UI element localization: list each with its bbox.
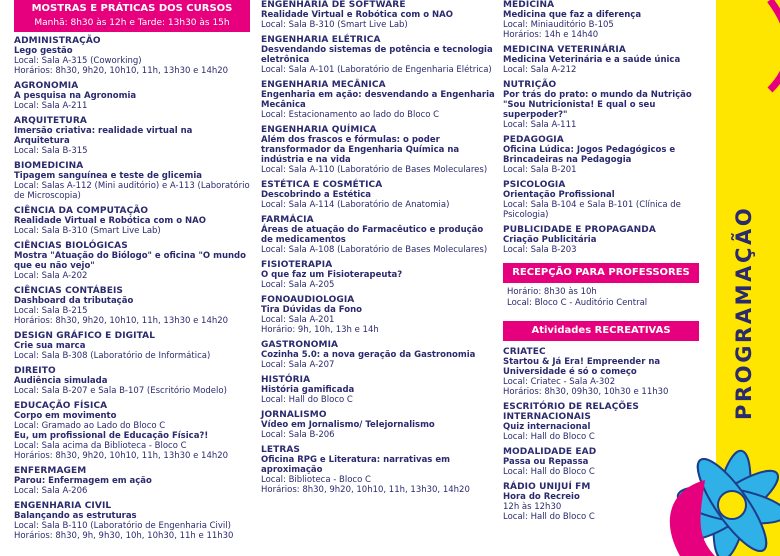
- course-entry: [261, 410, 497, 440]
- entry-activity: Balançando as estruturas: [14, 511, 137, 521]
- entry-detail: Local: Estacionamento ao lado do Bloco C: [261, 110, 440, 120]
- entry-title: FISIOTERAPIA: [261, 260, 333, 270]
- course-entry: [261, 180, 497, 210]
- entry-detail: Local: Sala A-202: [14, 271, 88, 281]
- section-header-subtitle: Manhã: 8h30 às 12h e Tarde: 13h30 às 15h: [14, 18, 250, 32]
- entry-activity: Startou & Já Era! Empreender na Universidade é só o começo: [503, 357, 661, 377]
- entry-detail: Horários: 14h e 14h40: [503, 30, 599, 40]
- entry-activity: Crie sua marca: [14, 341, 86, 351]
- entry-detail: Local: Sala B-206: [261, 430, 335, 440]
- entry-detail: Local: Biblioteca - Bloco C: [261, 475, 371, 485]
- section-header-title: MOSTRAS E PRÁTICAS DOS CURSOS: [14, 0, 250, 18]
- entry-activity: Cozinha 5.0: a nova geração da Gastronomia: [261, 350, 476, 360]
- entry-activity: Engenharia em ação: desvendando a Engenharia Mecânica: [261, 90, 495, 110]
- entry-activity: Dashboard da tributação: [14, 296, 134, 306]
- entry-detail: Local: Sala B-215: [14, 306, 88, 316]
- course-entry: [14, 81, 250, 111]
- entry-title: MEDICINA: [503, 0, 555, 10]
- entry-activity: Por trás do prato: o mundo da Nutrição "Sou Nutricionista! E qual o seu superpoder?": [503, 90, 692, 120]
- entry-title: ENGENHARIA ELÉTRICA: [261, 35, 381, 45]
- entry-detail: Local: Sala B-315: [14, 146, 88, 156]
- entry-title: ENGENHARIA DE SOFTWARE: [261, 0, 406, 10]
- entry-activity: Realidade Virtual e Robótica com o NAO: [261, 10, 453, 20]
- entry-title: EDUCAÇÃO FÍSICA: [14, 401, 108, 411]
- entry-activity: Corpo em movimento: [14, 411, 117, 421]
- recreational-list: [503, 347, 699, 522]
- recreational-header: Atividades RECREATIVAS: [503, 321, 699, 341]
- course-entry: [503, 180, 699, 220]
- reception-location: Local: Bloco C - Auditório Central: [507, 298, 648, 308]
- entry-detail: Local: Hall do Bloco C: [503, 467, 595, 477]
- course-entry: [503, 482, 699, 522]
- entry-activity: Além dos frascos e fórmulas: o poder transformador da Engenharia Química na indústria e na vida: [261, 135, 460, 165]
- course-entry: [14, 241, 250, 281]
- course-entry: [503, 347, 699, 397]
- course-entry: [503, 45, 699, 75]
- entry-activity: Imersão criativa: realidade virtual na Arquitetura: [14, 126, 193, 146]
- entry-activity: Medicina Veterinária e a saúde única: [503, 55, 681, 65]
- entry-title: BIOMEDICINA: [14, 161, 84, 171]
- entry-title: ENFERMAGEM: [14, 466, 87, 476]
- entry-detail: Local: Sala A-206: [14, 486, 88, 496]
- entry-detail: Local: Hall do Bloco C: [261, 395, 353, 405]
- entry-detail: Horários: 8h30, 9h20, 10h10, 11h, 13h30 e 14h20: [14, 66, 229, 76]
- entry-detail: Local: Sala B-310 (Smart Live Lab): [14, 226, 161, 236]
- entry-activity: Oficina RPG e Literatura: narrativas em aproximação: [261, 455, 450, 475]
- course-entry: [261, 215, 497, 255]
- entry-activity: Passa ou Repassa: [503, 457, 589, 467]
- entry-activity: Quiz internacional: [503, 422, 591, 432]
- course-entry: [503, 0, 699, 40]
- entry-detail: Local: Sala acima da Biblioteca - Bloco C: [14, 441, 187, 451]
- course-entry: [261, 445, 497, 495]
- course-entry: [503, 135, 699, 175]
- course-entry: [503, 225, 699, 255]
- entry-title: PUBLICIDADE E PROPAGANDA: [503, 225, 656, 235]
- course-entry: [503, 447, 699, 477]
- course-entry: [261, 340, 497, 370]
- course-entry: [14, 466, 250, 496]
- entry-activity: Medicina que faz a diferença: [503, 10, 642, 20]
- entry-detail: Local: Sala A-114 (Laboratório de Anatomia): [261, 200, 450, 210]
- entry-detail: Horários: 8h30, 9h20, 10h10, 11h, 13h30, 14h20: [261, 485, 470, 495]
- entry-detail: Local: Hall do Bloco C: [503, 512, 595, 522]
- entry-detail: Local: Sala B-308 (Laboratório de Informática): [14, 351, 211, 361]
- entry-detail: Local: Sala B-201: [503, 165, 577, 175]
- entry-detail: Horários: 8h30, 9h20, 10h10, 11h, 13h30 e 14h20: [14, 451, 229, 461]
- entry-title: DIREITO: [14, 366, 56, 376]
- course-entry: [14, 501, 250, 541]
- entry-title: ADMINISTRAÇÃO: [14, 36, 101, 46]
- entry-activity: Áreas de atuação do Farmacêutico e produção de medicamentos: [261, 225, 484, 245]
- column-left: [14, 0, 250, 541]
- reception-header: RECEPÇÃO PARA PROFESSORES: [503, 263, 699, 283]
- entry-title: FARMÁCIA: [261, 215, 314, 225]
- entry-activity: Hora do Recreio: [503, 492, 580, 502]
- entry-detail: Horários: 8h30, 9h, 9h30, 10h, 10h30, 11h e 11h30: [14, 531, 234, 541]
- entry-detail: Horário: 9h, 10h, 13h e 14h: [261, 325, 379, 335]
- entry-title: ENGENHARIA CIVIL: [14, 501, 112, 511]
- entry-detail: Local: Sala A-205: [261, 280, 335, 290]
- entry-title: AGRONOMIA: [14, 81, 79, 91]
- entry-detail: Horários: 8h30, 9h20, 10h10, 11h, 13h30 e 14h20: [14, 316, 229, 326]
- entry-title: ARQUITETURA: [14, 116, 87, 126]
- entry-activity: Descobrindo a Estética: [261, 190, 372, 200]
- entry-detail: Local: Sala A-315 (Coworking): [14, 56, 142, 66]
- entry-title: DESIGN GRÁFICO E DIGITAL: [14, 331, 156, 341]
- entry-detail: Local: Sala B-310 (Smart Live Lab): [261, 20, 408, 30]
- entry-activity: Eu, um profissional de Educação Física?!: [14, 431, 209, 441]
- entry-title: GASTRONOMIA: [261, 340, 339, 350]
- entry-activity: Tipagem sanguínea e teste de glicemia: [14, 171, 203, 181]
- entry-detail: Local: Sala A-211: [14, 101, 88, 111]
- entry-detail: Local: Gramado ao Lado do Bloco C: [14, 421, 166, 431]
- entry-detail: Local: Sala A-108 (Laboratório de Bases Moleculares): [261, 245, 488, 255]
- entry-detail: Local: Salas A-112 (Mini auditório) e A-113 (Laboratório de Microscopia): [14, 181, 250, 201]
- course-entry: [261, 0, 497, 30]
- entry-title: NUTRIÇÃO: [503, 80, 557, 90]
- entry-detail: 12h às 12h30: [503, 502, 562, 512]
- entry-detail: Horários: 8h30, 09h30, 10h30 e 11h30: [503, 387, 669, 397]
- vertical-side-title: PROGRAMAÇÃO: [732, 205, 756, 420]
- course-entry: [261, 295, 497, 335]
- course-entry: [261, 260, 497, 290]
- entry-title: CRIATEC: [503, 347, 546, 357]
- entry-title: LETRAS: [261, 445, 300, 455]
- course-entry: [14, 36, 250, 76]
- course-entry: [14, 206, 250, 236]
- entry-activity: Realidade Virtual e Robótica com o NAO: [14, 216, 206, 226]
- course-entry: [14, 401, 250, 461]
- entry-activity: Criação Publicitária: [503, 235, 597, 245]
- entry-detail: Local: Sala B-110 (Laboratório de Engenharia Civil): [14, 521, 231, 531]
- course-entry: [261, 80, 497, 120]
- entry-detail: Local: Sala A-101 (Laboratório de Engenharia Elétrica): [261, 65, 492, 75]
- reception-time: Horário: 8h30 às 10h: [507, 287, 597, 297]
- entry-title: ENGENHARIA QUÍMICA: [261, 125, 377, 135]
- entry-activity: Orientação Profissional: [503, 190, 615, 200]
- entry-activity: Oficina Lúdica: Jogos Pedagógicos e Brincadeiras na Pedagogia: [503, 145, 676, 165]
- entry-title: PSICOLOGIA: [503, 180, 566, 190]
- entry-activity: Mostra "Atuação do Biólogo" e oficina "O mundo que eu não vejo": [14, 251, 246, 271]
- entry-detail: Local: Sala B-104 e Sala B-101 (Clínica de Psicologia): [503, 200, 681, 220]
- entry-activity: O que faz um Fisioterapeuta?: [261, 270, 403, 280]
- entry-title: MODALIDADE EAD: [503, 447, 597, 457]
- entry-activity: Tira Dúvidas da Fono: [261, 305, 362, 315]
- entry-activity: Vídeo em Jornalismo/ Telejornalismo: [261, 420, 435, 430]
- course-entry: [14, 116, 250, 156]
- entry-activity: Audiência simulada: [14, 376, 108, 386]
- course-entry: [14, 366, 250, 396]
- course-list-middle: [261, 0, 497, 495]
- course-entry: [261, 125, 497, 175]
- entry-activity: História gamificada: [261, 385, 355, 395]
- entry-activity: Lego gestão: [14, 46, 73, 56]
- course-entry: [503, 402, 699, 442]
- entry-detail: Local: Sala A-212: [503, 65, 577, 75]
- entry-activity: Desvendando sistemas de potência e tecnologia eletrônica: [261, 45, 493, 65]
- entry-title: ESCRITÓRIO DE RELAÇÕES INTERNACIONAIS: [503, 402, 639, 422]
- entry-title: CIÊNCIA DA COMPUTAÇÃO: [14, 206, 149, 216]
- entry-activity: Parou: Enfermagem em ação: [14, 476, 152, 486]
- entry-activity: A pesquisa na Agronomia: [14, 91, 137, 101]
- entry-title: HISTÓRIA: [261, 375, 311, 385]
- entry-title: CIÊNCIAS CONTÁBEIS: [14, 286, 124, 296]
- entry-title: FONOAUDIOLOGIA: [261, 295, 355, 305]
- entry-detail: Local: Sala B-203: [503, 245, 577, 255]
- course-entry: [14, 161, 250, 201]
- entry-title: RÁDIO UNIJUÍ FM: [503, 482, 591, 492]
- entry-detail: Local: Sala A-110 (Laboratório de Bases Moleculares): [261, 165, 488, 175]
- course-entry: [503, 80, 699, 130]
- entry-title: PEDAGOGIA: [503, 135, 564, 145]
- entry-detail: Local: Criatec - Sala A-302: [503, 377, 616, 387]
- course-entry: [261, 35, 497, 75]
- entry-detail: Local: Sala A-201: [261, 315, 335, 325]
- entry-detail: Local: Hall do Bloco C: [503, 432, 595, 442]
- entry-title: JORNALISMO: [261, 410, 327, 420]
- course-entry: [261, 375, 497, 405]
- column-right: [503, 0, 699, 522]
- entry-title: MEDICINA VETERINÁRIA: [503, 45, 626, 55]
- entry-title: ESTÉTICA E COSMÉTICA: [261, 180, 383, 190]
- column-middle: [261, 0, 497, 495]
- course-list-right: [503, 0, 699, 255]
- course-list-left: [14, 32, 250, 541]
- course-entry: [14, 331, 250, 361]
- entry-detail: Local: Miniauditório B-105: [503, 20, 614, 30]
- entry-title: CIÊNCIAS BIOLÓGICAS: [14, 241, 128, 251]
- entry-detail: Local: Sala A-207: [261, 360, 335, 370]
- entry-detail: Local: Sala A-111: [503, 120, 577, 130]
- entry-detail: Local: Sala B-207 e Sala B-107 (Escritório Modelo): [14, 386, 227, 396]
- course-entry: [14, 286, 250, 326]
- entry-title: ENGENHARIA MECÂNICA: [261, 80, 386, 90]
